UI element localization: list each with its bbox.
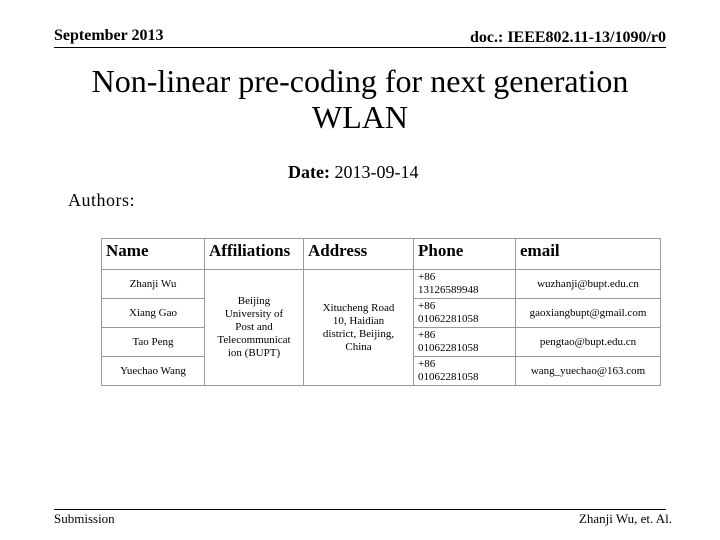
author-email: wang_yuechao@163.com bbox=[516, 357, 661, 386]
address-line: 10, Haidian bbox=[332, 314, 385, 327]
address-line: China bbox=[345, 340, 372, 353]
footer-submission: Submission bbox=[54, 511, 115, 526]
author-name: Zhanji Wu bbox=[102, 270, 205, 299]
affiliation-cell bbox=[205, 270, 304, 386]
author-name: Tao Peng bbox=[102, 328, 205, 357]
header-doc-id: doc.: IEEE802.11-13/1090/r0 bbox=[469, 29, 666, 46]
footer-authors: Zhanji Wu, et. Al. bbox=[578, 511, 672, 526]
table-row bbox=[102, 270, 661, 299]
phone-number: 01062281058 bbox=[418, 342, 479, 354]
date-value: 2013-09-14 bbox=[334, 162, 419, 182]
author-email: wuzhanji@bupt.edu.cn bbox=[516, 270, 661, 299]
phone-prefix: +86 bbox=[418, 271, 436, 283]
phone-prefix: +86 bbox=[418, 300, 436, 312]
author-name: Yuechao Wang bbox=[102, 357, 205, 386]
header-date: September 2013 bbox=[54, 27, 164, 44]
author-phone bbox=[414, 357, 516, 386]
author-phone bbox=[414, 328, 516, 357]
date-label: Date: bbox=[288, 162, 330, 182]
author-phone bbox=[414, 299, 516, 328]
affiliation-line: Post and bbox=[235, 321, 273, 333]
header-email: email bbox=[516, 239, 661, 270]
phone-prefix: +86 bbox=[418, 329, 436, 341]
title-line-2: WLAN bbox=[312, 99, 408, 135]
authors-label: Authors: bbox=[68, 190, 135, 210]
author-email: gaoxiangbupt@gmail.com bbox=[516, 299, 661, 328]
header-affiliations: Affiliations bbox=[205, 239, 304, 270]
header-name: Name bbox=[102, 239, 205, 270]
table-header-row bbox=[102, 239, 661, 270]
author-email: pengtao@bupt.edu.cn bbox=[516, 328, 661, 357]
affiliation-line: Telecommunicat bbox=[217, 334, 291, 346]
affiliation-line: ion (BUPT) bbox=[227, 347, 281, 359]
address-cell bbox=[304, 270, 414, 386]
slide-title bbox=[40, 63, 680, 135]
footer-divider bbox=[54, 509, 666, 510]
phone-number: 01062281058 bbox=[418, 313, 479, 325]
header-phone: Phone bbox=[414, 239, 516, 270]
title-line-1: Non-linear pre-coding for next generation bbox=[91, 63, 629, 99]
header-address: Address bbox=[304, 239, 414, 270]
author-phone bbox=[414, 270, 516, 299]
phone-number: 01062281058 bbox=[418, 371, 479, 383]
author-name: Xiang Gao bbox=[102, 299, 205, 328]
header-divider bbox=[54, 47, 666, 48]
phone-prefix: +86 bbox=[418, 358, 436, 370]
date-line bbox=[288, 162, 418, 183]
authors-table bbox=[101, 238, 661, 386]
address-line: district, Beijing, bbox=[322, 327, 395, 340]
phone-number: 13126589948 bbox=[418, 284, 479, 296]
address-line: Xitucheng Road bbox=[322, 301, 395, 314]
affiliation-line: University of bbox=[224, 308, 284, 320]
affiliation-line: Beijing bbox=[237, 295, 271, 307]
